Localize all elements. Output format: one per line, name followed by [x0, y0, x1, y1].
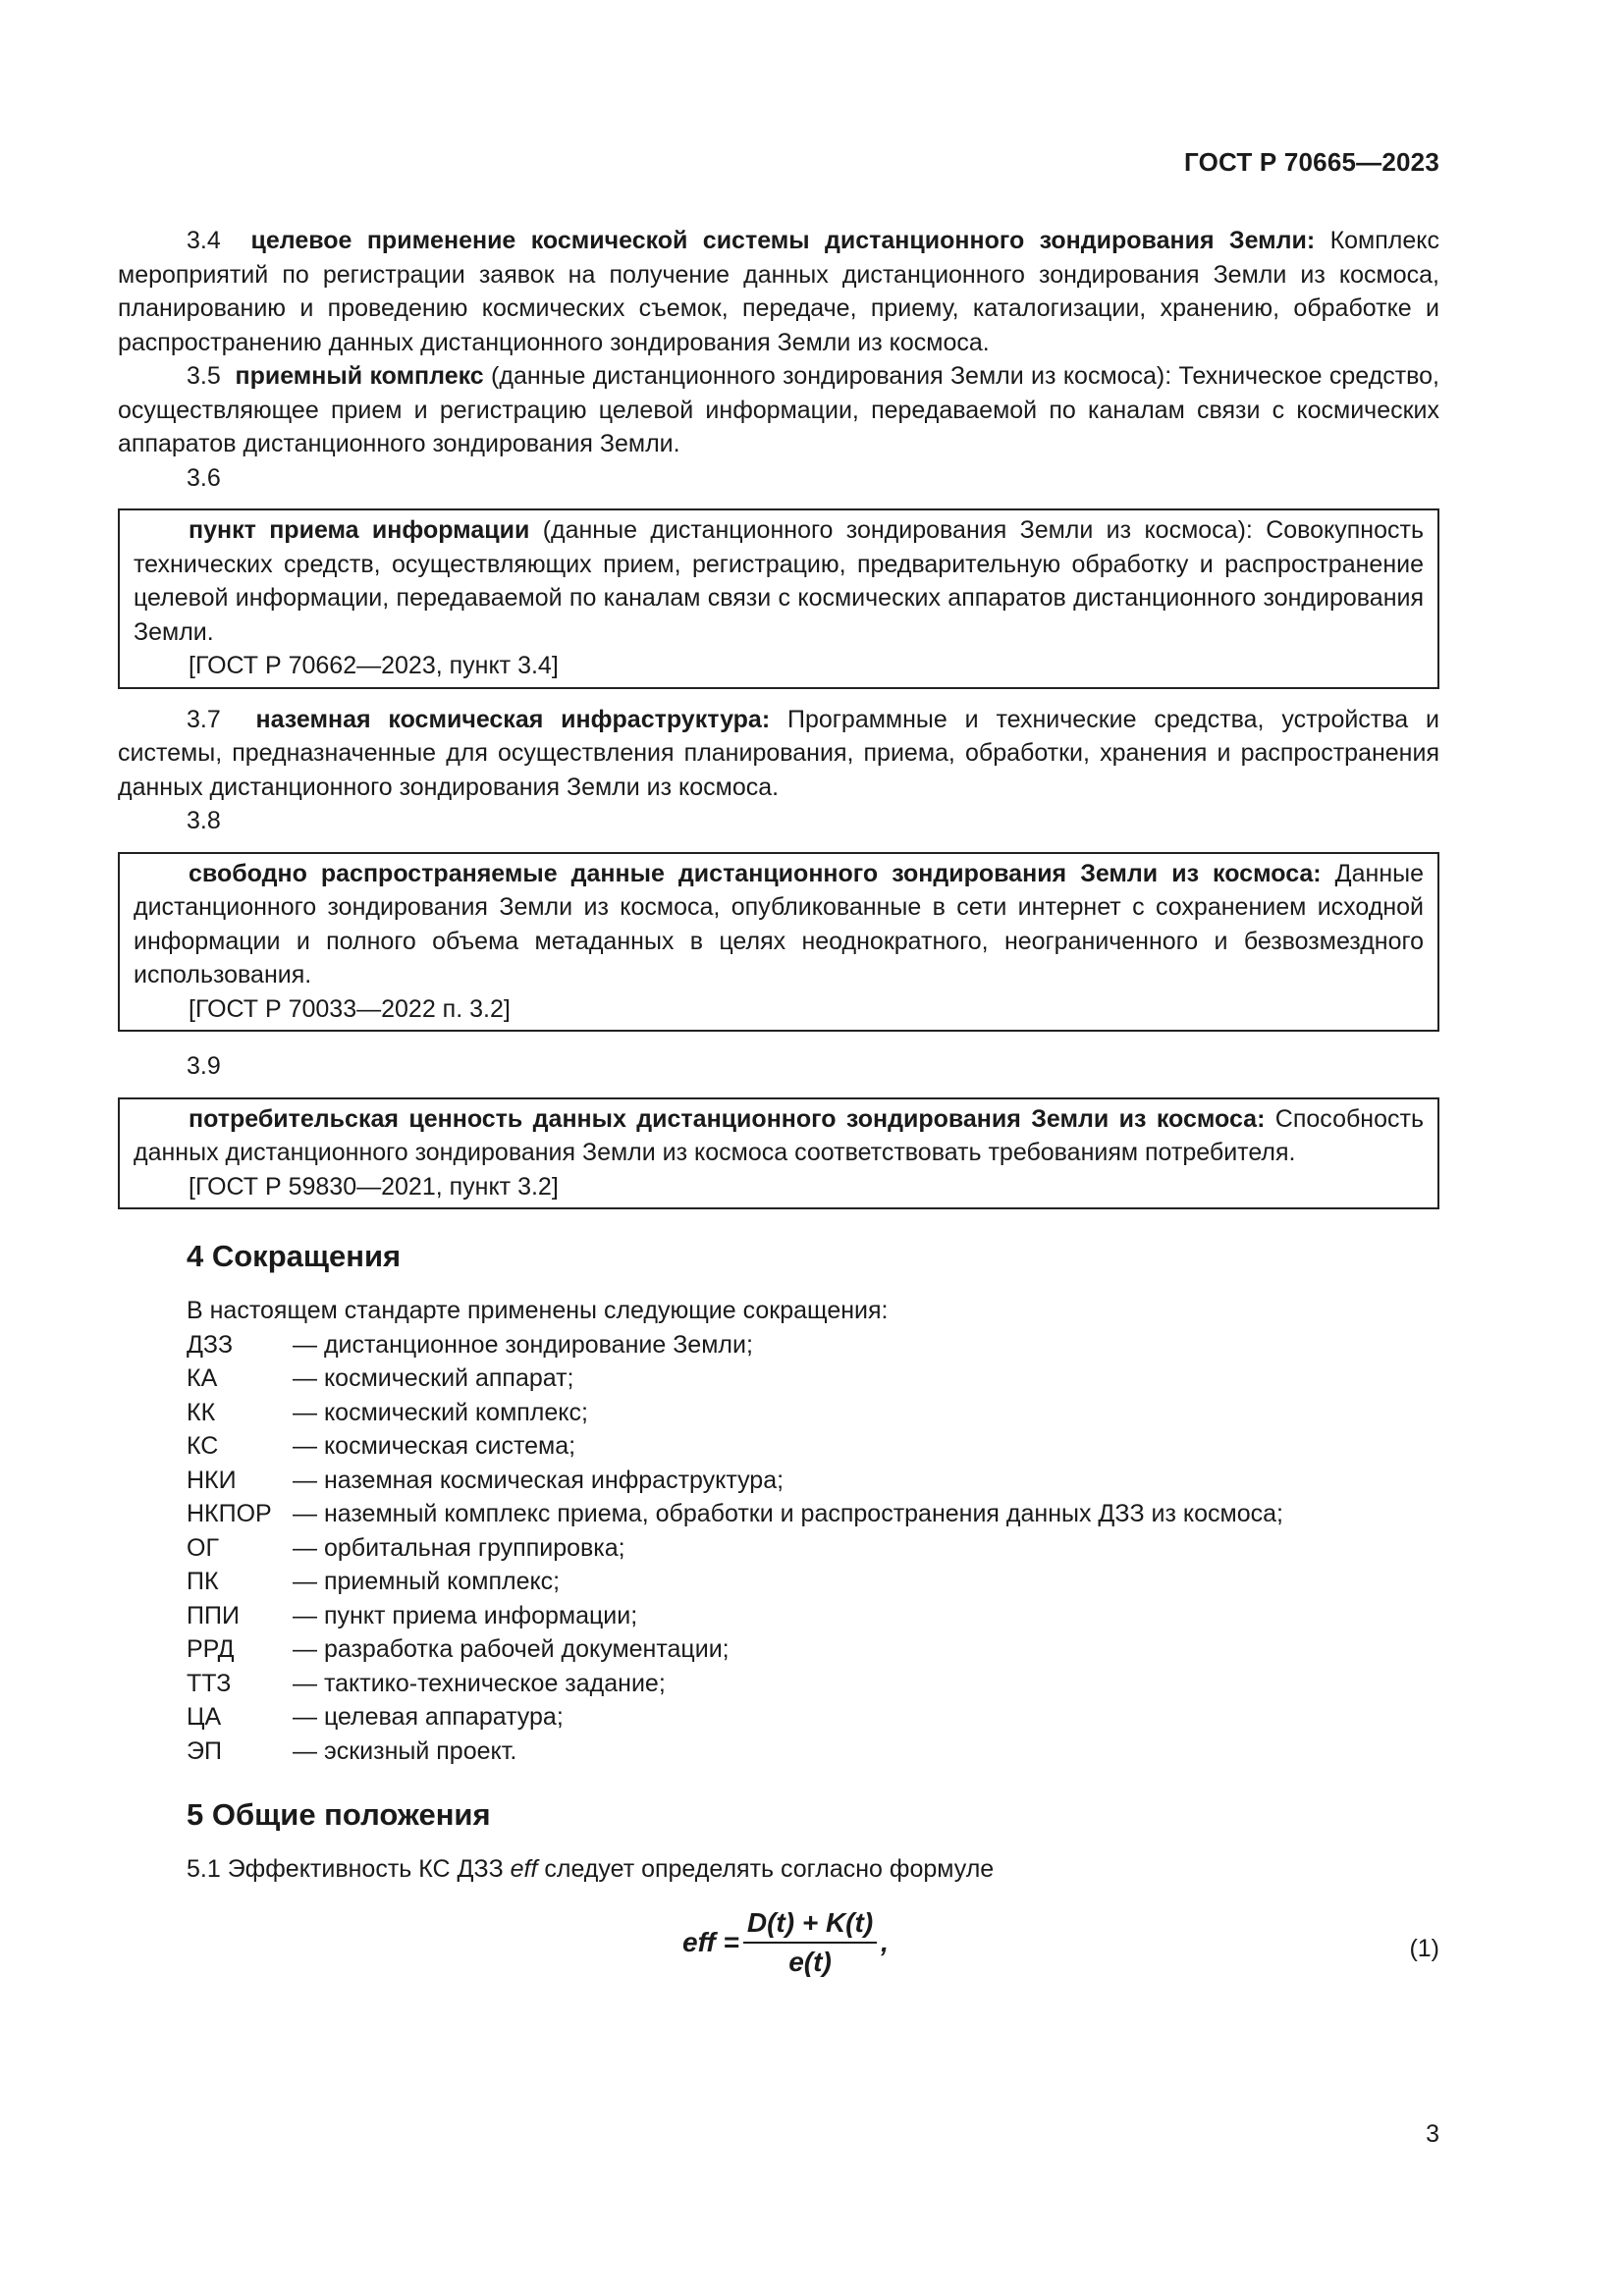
term-definition: (данные дистанционного зондирования Земли из космоса): Совокупность технических средств, осуществляющих прием, регистрацию, предварительную обработку и распространение целевой информации, передаваемой по каналам связи с космических аппаратов дистанционного зондирования Земли.: [134, 516, 1424, 646]
abbreviation-row: [118, 1429, 1439, 1464]
term-definition: Данные дистанционного зондирования Земли из космоса, опубликованные в сети интернет с сохранением исходной информации и полного объема метаданных в целях неоднократного, неограниченного и безвозмездного использования.: [134, 859, 1425, 988]
abbreviation-code: КА: [187, 1364, 218, 1392]
abbreviation-row: [118, 1531, 1439, 1566]
abbreviation-code: КК: [187, 1398, 216, 1426]
abbreviations-list: [118, 1328, 1439, 1769]
abbreviation-row: [118, 1599, 1439, 1633]
term-name: приемный комплекс: [235, 362, 484, 390]
term-name: свободно распространяемые данные дистанционного зондирования Земли из космоса:: [189, 859, 1322, 887]
formula-numerator: D(t) + K(t): [743, 1906, 877, 1945]
abbreviation-definition: — приемный комплекс;: [293, 1568, 561, 1595]
term-number-3-8: 3.8: [187, 807, 221, 834]
abbreviation-definition: — орбитальная группировка;: [293, 1533, 625, 1562]
term-definition: Способность данных дистанционного зондирования Земли из космоса соответствовать требованиям потребителя.: [134, 1104, 1424, 1166]
term-number: 3.5: [187, 362, 221, 390]
abbreviation-row: [118, 1700, 1439, 1735]
abbreviation-row: [118, 1464, 1439, 1498]
abbreviation-row: [118, 1328, 1439, 1362]
abbreviation-definition: — космическая система;: [293, 1432, 576, 1460]
abbreviation-code: ПК: [187, 1568, 219, 1595]
abbreviation-code: НКИ: [187, 1466, 237, 1494]
section-4-heading: 4 Сокращения: [187, 1239, 402, 1273]
abbreviation-code: ДЗЗ: [187, 1330, 234, 1359]
abbreviation-row: [118, 1565, 1439, 1599]
term-3-9: [134, 1102, 1424, 1170]
abbreviation-definition: — эскизный проект.: [293, 1736, 517, 1765]
abbreviation-code: РРД: [187, 1635, 235, 1663]
term-definition: Программные и технические средства, устройства и системы, предназначенные для осуществления планирования, приема, обработки, хранения и распространения данных дистанционного зондирования Земли из космоса.: [118, 705, 1439, 801]
abbreviation-code: ППИ: [187, 1601, 240, 1629]
formula-trail: ,: [881, 1926, 889, 1957]
formula-denominator: e(t): [788, 1947, 832, 1977]
section-5-heading: 5 Общие положения: [187, 1797, 491, 1832]
formula-fraction: [743, 1906, 877, 1980]
term-box-3-6: [118, 508, 1439, 689]
abbreviation-definition: — наземная космическая инфраструктура;: [293, 1466, 785, 1494]
abbreviation-code: ЦА: [187, 1703, 222, 1731]
abbreviations-intro: В настоящем стандарте применены следующие сокращения:: [187, 1297, 889, 1324]
abbreviation-code: КС: [187, 1432, 219, 1460]
paragraph-text: следует определять согласно формуле: [537, 1855, 995, 1883]
formula-lhs: eff =: [682, 1926, 739, 1957]
term-box-3-8: [118, 852, 1439, 1033]
abbreviation-code: ТТЗ: [187, 1669, 232, 1697]
abbreviation-code: ОГ: [187, 1533, 219, 1562]
term-source: [ГОСТ Р 59830—2021, пункт 3.2]: [189, 1172, 559, 1201]
abbreviation-row: [118, 1396, 1439, 1430]
abbreviation-code: НКПОР: [187, 1500, 272, 1527]
abbreviation-definition: — космический аппарат;: [293, 1364, 574, 1392]
document-body: [118, 224, 1439, 2004]
term-3-6: [134, 513, 1424, 649]
abbreviation-definition: — пункт приема информации;: [293, 1601, 638, 1629]
term-3-5: [118, 359, 1439, 461]
abbreviation-row: [118, 1362, 1439, 1396]
abbreviation-definition: — разработка рабочей документации;: [293, 1635, 730, 1663]
abbreviation-row: [118, 1497, 1439, 1531]
formula-number: (1): [1409, 1934, 1439, 1962]
abbreviation-definition: — тактико-техническое задание;: [293, 1669, 666, 1697]
variable-eff: eff: [510, 1855, 538, 1883]
abbreviation-definition: — наземный комплекс приема, обработки и распространения данных ДЗЗ из космоса;: [293, 1500, 1283, 1527]
term-definition: (данные дистанционного зондирования Земли из космоса): Техническое средство, осуществляющее прием и регистрацию целевой информации, передаваемой по каналам связи с космических аппаратов дистанционного зондирования Земли.: [118, 362, 1439, 457]
page-number: 3: [1426, 2120, 1439, 2148]
term-name: целевое применение космической системы дистанционного зондирования Земли:: [250, 227, 1316, 254]
term-3-4: [118, 224, 1439, 359]
paragraph-text: 5.1 Эффективность КС ДЗЗ: [187, 1855, 511, 1883]
term-number: 3.4: [187, 227, 221, 254]
term-definition: Комплекс мероприятий по регистрации заявок на получение данных дистанционного зондирования Земли из космоса, планированию и проведению космических съемок, передаче, приему, каталогизации, хранению, обработке и распространению данных дистанционного зондирования Земли из космоса.: [118, 227, 1439, 356]
term-3-7: [118, 703, 1439, 805]
abbreviation-row: [118, 1667, 1439, 1701]
abbreviation-row: [118, 1632, 1439, 1667]
formula-1: [118, 1906, 1439, 2004]
term-name: потребительская ценность данных дистанционного зондирования Земли из космоса:: [189, 1104, 1266, 1133]
term-name: пункт приема информации: [189, 516, 530, 544]
term-source: [ГОСТ Р 70662—2023, пункт 3.4]: [189, 652, 559, 679]
term-number-3-6: 3.6: [187, 463, 221, 492]
formula-expression: [682, 1906, 889, 1980]
abbreviation-definition: — космический комплекс;: [293, 1398, 588, 1426]
term-box-3-9: [118, 1097, 1439, 1210]
term-number: 3.7: [187, 705, 221, 733]
abbreviation-definition: — дистанционное зондирование Земли;: [293, 1330, 753, 1359]
abbreviation-definition: — целевая аппаратура;: [293, 1703, 564, 1731]
document-header: ГОСТ Р 70665—2023: [1184, 147, 1439, 177]
term-name: наземная космическая инфраструктура:: [255, 705, 771, 733]
abbreviation-row: [118, 1735, 1439, 1769]
term-source: [ГОСТ Р 70033—2022 п. 3.2]: [189, 994, 511, 1023]
term-3-8: [134, 857, 1424, 992]
abbreviation-code: ЭП: [187, 1736, 222, 1765]
term-number-3-9: 3.9: [187, 1052, 221, 1080]
paragraph-5-1: [118, 1852, 1439, 1887]
